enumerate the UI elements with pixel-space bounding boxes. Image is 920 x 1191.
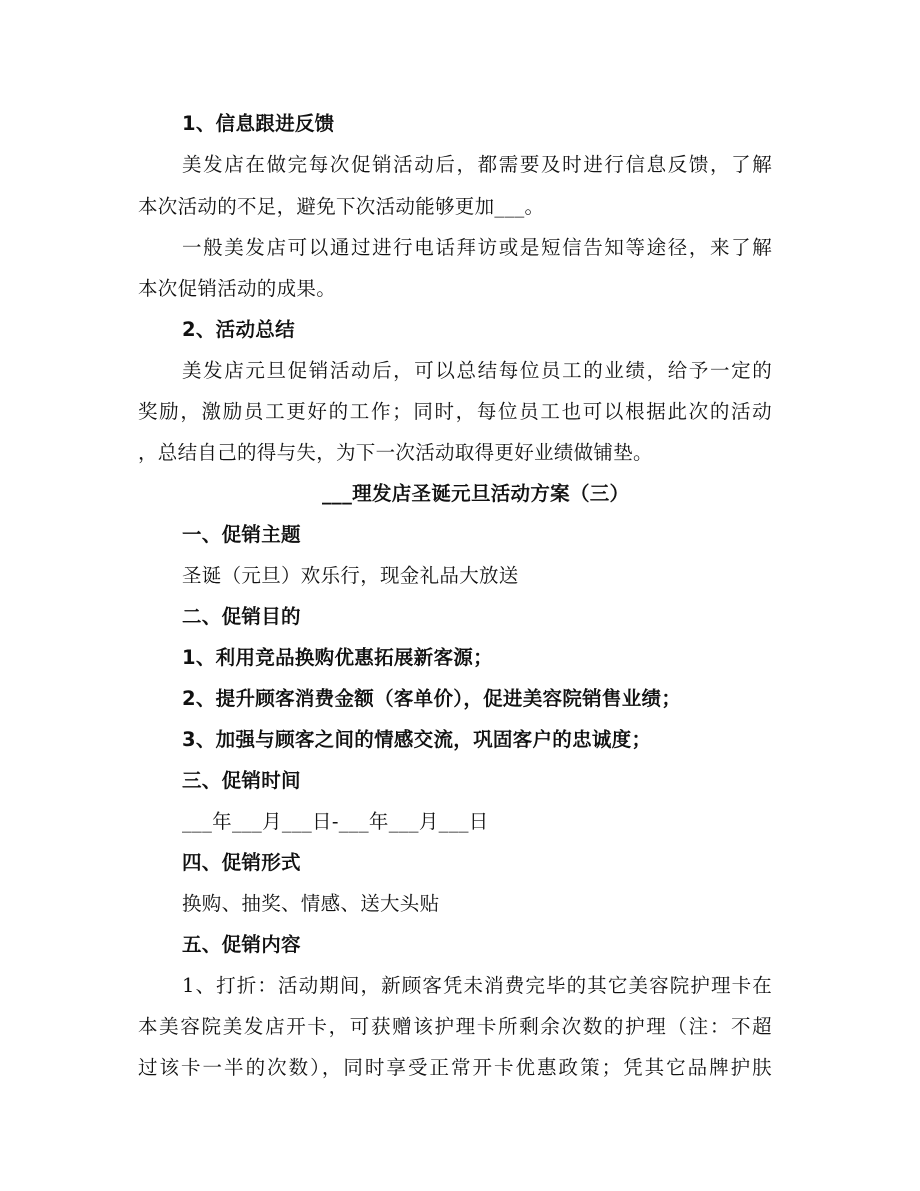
- heading-info-feedback: 1、信息跟进反馈: [182, 112, 335, 135]
- paragraph-line: 本美容院美发店开卡，可获赠该护理卡所剩余次数的护理（注：不超: [138, 1015, 772, 1038]
- paragraph-line: 本次活动的不足，避免下次活动能够更加___。: [138, 195, 545, 218]
- goal-item: 2、提升顾客消费金额（客单价），促进美容院销售业绩；: [182, 687, 682, 710]
- goal-item: 1、利用竞品换购优惠拓展新客源；: [182, 646, 493, 669]
- goal-item: 3、加强与顾客之间的情感交流，巩固客户的忠诚度；: [182, 728, 652, 751]
- paragraph-line: 奖励，激励员工更好的工作；同时，每位员工也可以根据此次的活动: [138, 400, 772, 423]
- paragraph-line: 一般美发店可以通过进行电话拜访或是短信告知等途径，来了解: [182, 236, 772, 259]
- heading-promo-time: 三、促销时间: [182, 769, 301, 792]
- paragraph-line: 1、打折：活动期间，新顾客凭未消费完毕的其它美容院护理卡在: [182, 974, 772, 997]
- heading-promo-content: 五、促销内容: [182, 933, 301, 956]
- heading-promo-form: 四、促销形式: [182, 851, 301, 874]
- paragraph-line: 本次促销活动的成果。: [138, 277, 337, 300]
- heading-activity-summary: 2、活动总结: [182, 318, 295, 341]
- promo-form-text: 换购、抽奖、情感、送大头贴: [182, 892, 440, 915]
- promo-theme-text: 圣诞（元旦）欢乐行，现金礼品大放送: [182, 564, 519, 587]
- section-title: ___理发店圣诞元旦活动方案（三）: [322, 482, 630, 505]
- heading-promo-goal: 二、促销目的: [182, 605, 301, 628]
- paragraph-line: 美发店元旦促销活动后，可以总结每位员工的业绩，给予一定的: [182, 359, 772, 382]
- paragraph-line: ，总结自己的得与失，为下一次活动取得更好业绩做铺垫。: [138, 441, 653, 464]
- promo-time-text: ___年___月___日-___年___月___日: [182, 810, 489, 833]
- heading-promo-theme: 一、促销主题: [182, 523, 301, 546]
- paragraph-line: 美发店在做完每次促销活动后，都需要及时进行信息反馈，了解: [182, 153, 772, 176]
- paragraph-line: 过该卡一半的次数），同时享受正常开卡优惠政策；凭其它品牌护肤: [138, 1056, 772, 1079]
